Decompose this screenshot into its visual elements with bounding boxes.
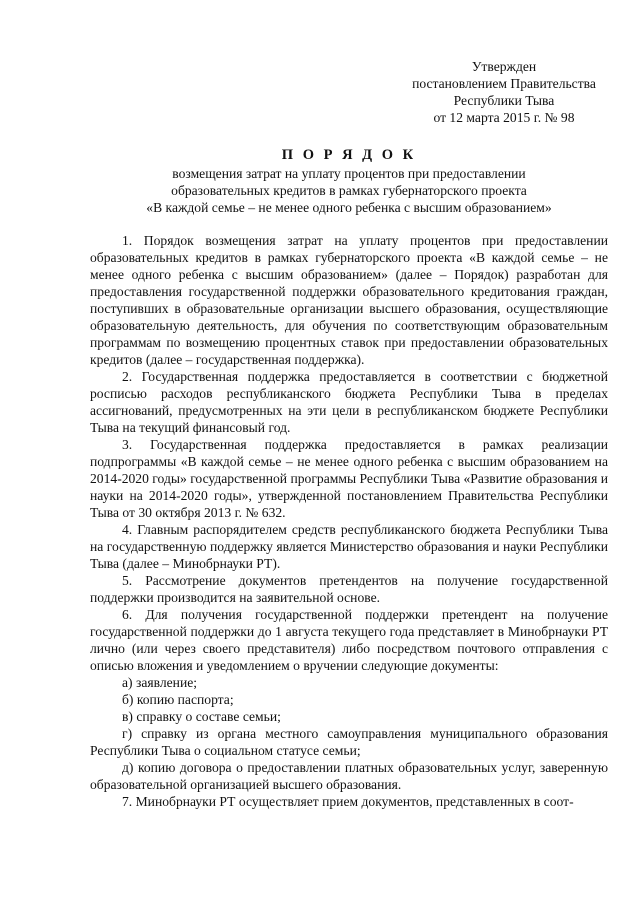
paragraph-4: 4. Главным распорядителем средств республиканского бюджета Республики Тыва на государственную поддержку является Министерство образования и науки Республики Тыва (далее – Минобрнауки РТ). [90, 522, 608, 571]
list-item-a: а) заявление; [122, 675, 198, 690]
document-title: П О Р Я Д О К [281, 147, 417, 163]
approval-line: постановлением Правительства [412, 76, 596, 91]
list-item-b: б) копию паспорта; [122, 692, 234, 707]
list-item-d: г) справку из органа местного самоуправления муниципального образования Республики Тыва о социальном статусе семьи; [90, 726, 608, 758]
paragraph-5: 5. Рассмотрение документов претендентов на получение государственной поддержки производится на заявительной основе. [90, 573, 608, 605]
paragraph-2: 2. Государственная поддержка предоставляется в соответствии с бюджетной росписью расходов республиканского бюджета Республики Тыва в пределах ассигнований, предусмотренных на эти цели в республиканском бюджете Республики Тыва на текущий финансовый год. [90, 369, 608, 435]
paragraph-1: 1. Порядок возмещения затрат на уплату процентов при предоставлении образовательных кредитов в рамках губернаторского проекта «В каждой семье – не менее одного ребенка с высшим образованием» (далее – Порядок) разработан для предоставления государственной поддержки образовательного кредитования граждан, поступивших в образовательные организации высшего образования, осуществляющие образовательную деятельность, для обучения по соответствующим образовательным программам по возмещению процентных ставок при предоставлении образовательных кредитов (далее – государственная поддержка). [90, 233, 608, 367]
approval-line: Республики Тыва [453, 93, 555, 108]
document-subtitle [90, 165, 608, 216]
document-body [90, 232, 608, 810]
approval-line: Утвержден [471, 59, 537, 74]
subtitle-line: возмещения затрат на уплату процентов при предоставлении [172, 166, 526, 181]
subtitle-line: образовательных кредитов в рамках губернаторского проекта [171, 183, 527, 198]
list-item-e: д) копию договора о предоставлении платных образовательных услуг, заверенную образовательной организацией высшего образования. [90, 760, 608, 792]
paragraph-6: 6. Для получения государственной поддержки претендент на получение государственной поддержки до 1 августа текущего года представляет в Минобрнауки РТ лично (или через своего представителя) либо посредством почтового отправления с описью вложения и уведомлением о вручении следующие документы: [90, 607, 608, 673]
paragraph-7: 7. Минобрнауки РТ осуществляет прием документов, представленных в соот- [122, 794, 574, 809]
list-item-c: в) справку о составе семьи; [122, 709, 281, 724]
subtitle-line: «В каждой семье – не менее одного ребенка с высшим образованием» [146, 200, 552, 215]
paragraph-3: 3. Государственная поддержка предоставляется в рамках реализации подпрограммы «В каждой семье – не менее одного ребенка с высшим образованием на 2014-2020 годы» государственной программы Республики Тыва «Развитие образования и науки на 2014-2020 годы», утвержденной постановлением Правительства Республики Тыва от 30 октября 2013 г. № 632. [90, 437, 608, 520]
approval-stamp [404, 58, 604, 126]
approval-line: от 12 марта 2015 г. № 98 [433, 110, 575, 125]
